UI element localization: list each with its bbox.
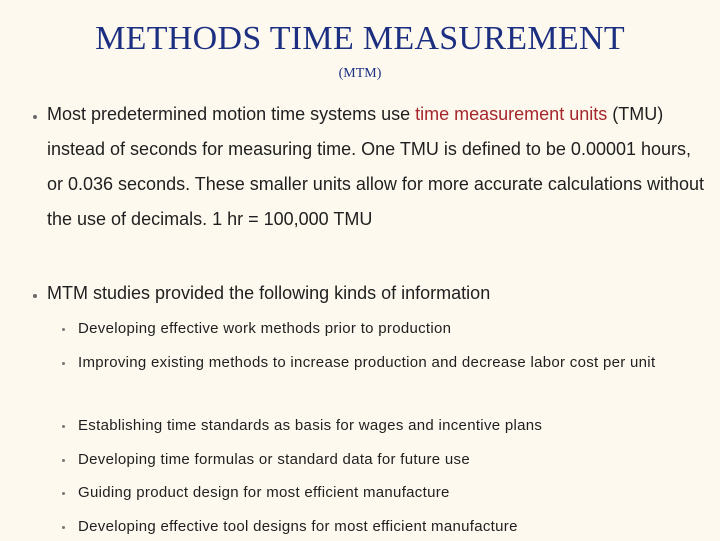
slide-title: METHODS TIME MEASUREMENT bbox=[95, 20, 625, 57]
list-item: Guiding product design for most efficient manufacture bbox=[78, 484, 450, 501]
list-item: Developing effective tool designs for most efficient manufacture bbox=[78, 518, 518, 535]
sub-bullet-marker bbox=[62, 425, 65, 428]
sub-bullet-marker bbox=[62, 362, 65, 365]
sub-bullet-marker bbox=[62, 328, 65, 331]
sub-bullet-marker bbox=[62, 492, 65, 495]
sub-bullet-marker bbox=[62, 459, 65, 462]
bullet-text-before: Most predetermined motion time systems use bbox=[47, 104, 416, 124]
list-item: Developing effective work methods prior to production bbox=[78, 320, 452, 337]
list-item: Developing time formulas or standard data for future use bbox=[78, 451, 470, 468]
slide-subtitle: (MTM) bbox=[338, 66, 382, 81]
bullet-marker bbox=[33, 115, 37, 119]
bullet-tmu-definition bbox=[47, 97, 707, 237]
bullet-marker bbox=[33, 294, 37, 298]
sub-bullet-marker bbox=[62, 526, 65, 529]
highlighted-term: time measurement units bbox=[415, 104, 608, 124]
bullet-mtm-studies: MTM studies provided the following kinds of information bbox=[47, 283, 491, 303]
list-item: Improving existing methods to increase production and decrease labor cost per unit bbox=[78, 354, 656, 371]
bullet-text-after: (TMU) instead of seconds for measuring time. One TMU is defined to be 0.00001 hours, or 0.036 seconds. These smaller units allow for more accurate calculations without the use of decimals. 1 hr = 100,000 TMU bbox=[47, 104, 704, 229]
list-item: Establishing time standards as basis for wages and incentive plans bbox=[78, 417, 543, 434]
